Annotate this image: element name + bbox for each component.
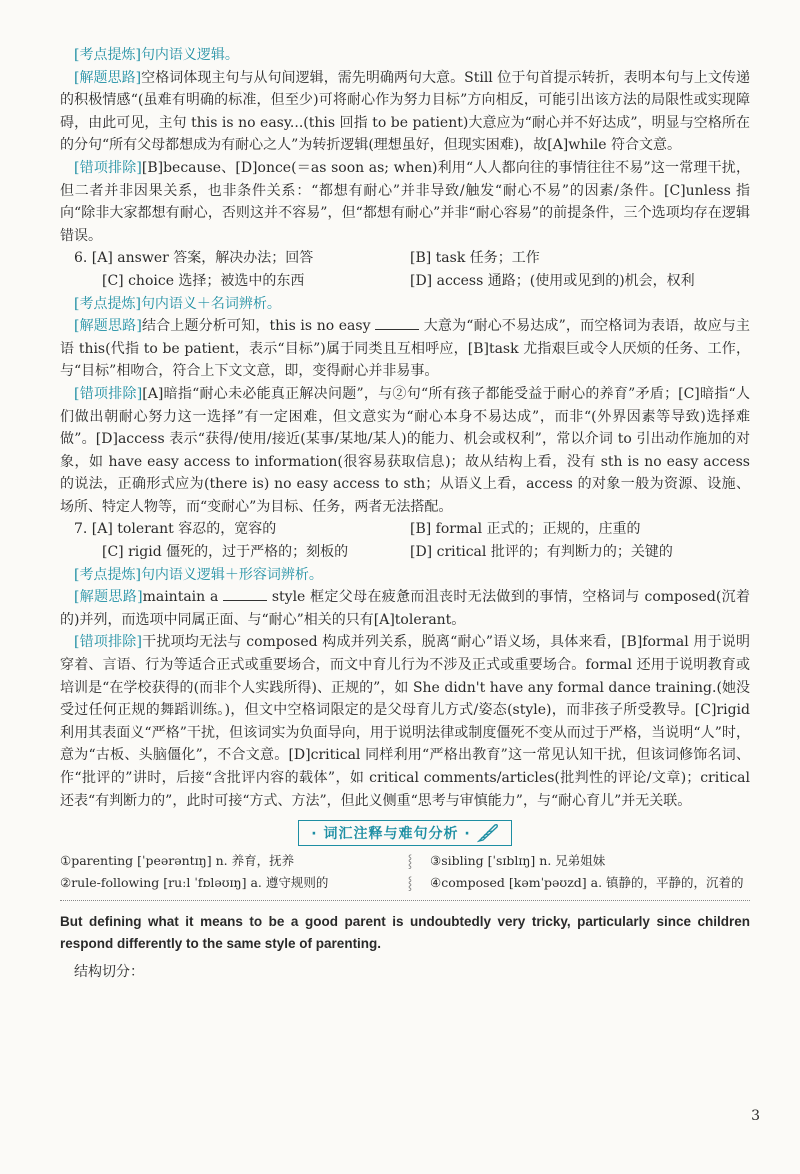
q7-kaodian — [60, 564, 750, 587]
vocab-row-1 — [60, 850, 750, 872]
kaodian-text: 句内语义逻辑。 — [140, 47, 239, 63]
q7-options-row-2 — [60, 541, 750, 564]
vocab-row-2 — [60, 872, 750, 894]
cuoxiang-text: 干扰项均无法与 composed 构成并列关系，脱离“耐心”语义场，具体来看，[B]formal 用于说明穿着、言语、行为等适合正式或重要场合，而文中育儿行为不涉及正式或重要场合。formal 还用于说明教育或培训是“在学校获得的(而非个人实践所得)、正规的”，如 She didn't have any formal dance training.(她没受过任何正规的舞蹈训练。)，但文中空格词限定的是父母育儿方式/姿态(style)，而非孩子所受教导。[C]rigid 利用其表面义“严格”干扰，但该词实为负面导向，用于说明法律或制度僵死不变从而过于严格，当说明“人”时，意为“古板、头脑僵化”，不合文意。[D]critical 同样利用“严格出教育”这一常见认知干扰，但该词修饰名词、作“批评的”讲时，后接“含批评内容的载体”，如 critical comments/articles(批判性的评论/文章)；critical 还表“有判断力的”，此时可接“方式、方法”，但此义侧重“思考与审慎能力”，与“耐心育儿”并无关联。 — [60, 634, 750, 809]
q6-cuoxiang — [60, 383, 750, 519]
q7-cuoxiang — [60, 631, 750, 812]
tag-kaodian: [考点提炼] — [74, 295, 141, 312]
vocab-separator: ⸾ — [407, 853, 413, 869]
answer-blank — [375, 315, 419, 330]
cuoxiang-text: [B]because、[D]once(＝as soon as; when)利用“人人都向往的事情往往不易”这一常理干扰，但二者并非因果关系，也非条件关系：“都想有耐心”并非导致/触发“耐心不易”的因素/条件。[C]unless 指向“除非大家都想有耐心，否则这并不容易”，但“都想有耐心”并非“耐心容易”的前提条件，三个选项均存在逻辑错误。 — [60, 159, 750, 244]
vocab-banner — [298, 820, 511, 846]
jieti-text-1: 结合上题分析可知，this is no easy — [141, 318, 371, 335]
tag-jieti: [解题思路] — [74, 318, 142, 335]
q7-option-b: [B] formal 正式的；正规的，庄重的 — [410, 521, 641, 538]
vocab-item: ②rule-following [ruːl ˈfɒləʊɪŋ] a. 遵守规则的 — [60, 875, 329, 891]
q6-jieti — [60, 315, 750, 383]
vocab-item: ③sibling [ˈsɪblɪŋ] n. 兄弟姐妹 — [430, 853, 606, 869]
q6-option-a: 6. [A] answer 答案，解决办法；回答 — [74, 250, 314, 267]
q6-options-row-2 — [60, 270, 750, 293]
jieti-text: 空格词体现主句与从句间逻辑，需先明确两句大意。Still 位于句首提示转折，表明本句与上文传递的积极情感“(虽难有明确的标准，但至少)可将耐心作为努力目标”方向相反，可能引出该方法的局限性或实现障碍，由此可见，主句 this is no easy...(this 回指 to be patient)大意应为“耐心并不好达成”，明显与空格所在的分句“所有父母都想成为有耐心之人”为转折逻辑(理想虽好，但现实困难)，故[A]while 符合文意。 — [60, 69, 750, 154]
jieti-text-2: 大意为“耐心不易达成”，而空格词为表语，故应与主语 this(代指 to be patient，表示“目标”)属于同类且互相呼应，[B]task 尤指艰巨或令人厌烦的任务、工作，与“目标”相吻合，符合上下文文意，即，变得耐心并非易事。 — [60, 318, 750, 380]
kaodian-text: 句内语义逻辑＋形容词辨析。 — [140, 566, 323, 583]
kaodian-text: 句内语义＋名词辨析。 — [140, 295, 281, 312]
q6-kaodian — [60, 293, 750, 316]
answer-blank — [223, 586, 267, 601]
jieti-text-1: maintain a — [142, 589, 219, 606]
tag-kaodian: [考点提炼] — [74, 566, 141, 583]
section-divider — [60, 900, 750, 901]
quill-icon — [477, 823, 499, 843]
tag-cuoxiang: [错项排除] — [74, 634, 142, 651]
q7-options-row-1 — [60, 518, 750, 541]
q6-options-row-1 — [60, 247, 750, 270]
q6-option-c: [C] choice 选择；被选中的东西 — [102, 272, 305, 289]
analysis-label: 结构切分： — [74, 964, 144, 981]
difficult-sentence: But defining what it means to be a good parent is undoubtedly very tricky, particularly since children respond differently to the same style of parenting. — [60, 914, 750, 952]
vocab-item: ④composed [kəmˈpəʊzd] a. 镇静的，平静的，沉着的 — [430, 875, 744, 891]
vocab-item: ①parenting [ˈpeərəntɪŋ] n. 养育，抚养 — [60, 853, 295, 869]
q6-option-d: [D] access 通路；(使用或见到的)机会，权利 — [410, 272, 695, 289]
q7-jieti — [60, 586, 750, 631]
vocab-separator: ⸾ — [407, 875, 413, 891]
tag-cuoxiang: [错项排除] — [74, 385, 143, 402]
vocab-banner-text: · 词汇注释与难句分析 · — [311, 826, 471, 843]
tag-kaodian: [考点提炼] — [74, 47, 141, 63]
page-number: 3 — [751, 1108, 760, 1124]
q5-kaodian — [60, 44, 750, 67]
tag-cuoxiang: [错项排除] — [74, 159, 142, 176]
q7-option-c: [C] rigid 僵死的，过于严格的；刻板的 — [102, 544, 349, 561]
q5-jieti — [60, 67, 750, 157]
q5-cuoxiang — [60, 157, 750, 247]
content-area — [60, 44, 750, 984]
jieti-text-2: style 框定父母在疲惫而沮丧时无法做到的事情，空格词与 composed(沉着的)并列，而选项中同属正面、与“耐心”相关的只有[A]tolerant。 — [60, 589, 750, 628]
q7-option-d: [D] critical 批评的；有判断力的；关键的 — [410, 544, 673, 561]
cuoxiang-text: [A]暗指“耐心未必能真正解决问题”，与②句“所有孩子都能受益于耐心的养育”矛盾；[C]暗指“人们做出朝耐心努力这一选择”有一定困难，但文意实为“耐心本身不易达成”，而非“(外界因素等导致)选择难做”。[D]access 表示“获得/使用/接近(某事/某地/某人)的能力、机会或权利”，常以介词 to 引出动作施加的对象，如 have easy access to information(很容易获取信息)；故从结构上看，没有 sth is no easy access 的说法，正确形式应为(there is) no easy access to sth；从语义上看，access 的对象一般为资源、设施、场所、特定人物等，而“变耐心”为目标、任务，两者无法搭配。 — [60, 385, 750, 515]
q6-option-b: [B] task 任务；工作 — [410, 250, 540, 267]
vocab-banner-wrap — [60, 820, 750, 846]
tag-jieti: [解题思路] — [74, 69, 142, 86]
q7-option-a: 7. [A] tolerant 容忍的，宽容的 — [74, 521, 277, 538]
tag-jieti: [解题思路] — [74, 589, 143, 606]
